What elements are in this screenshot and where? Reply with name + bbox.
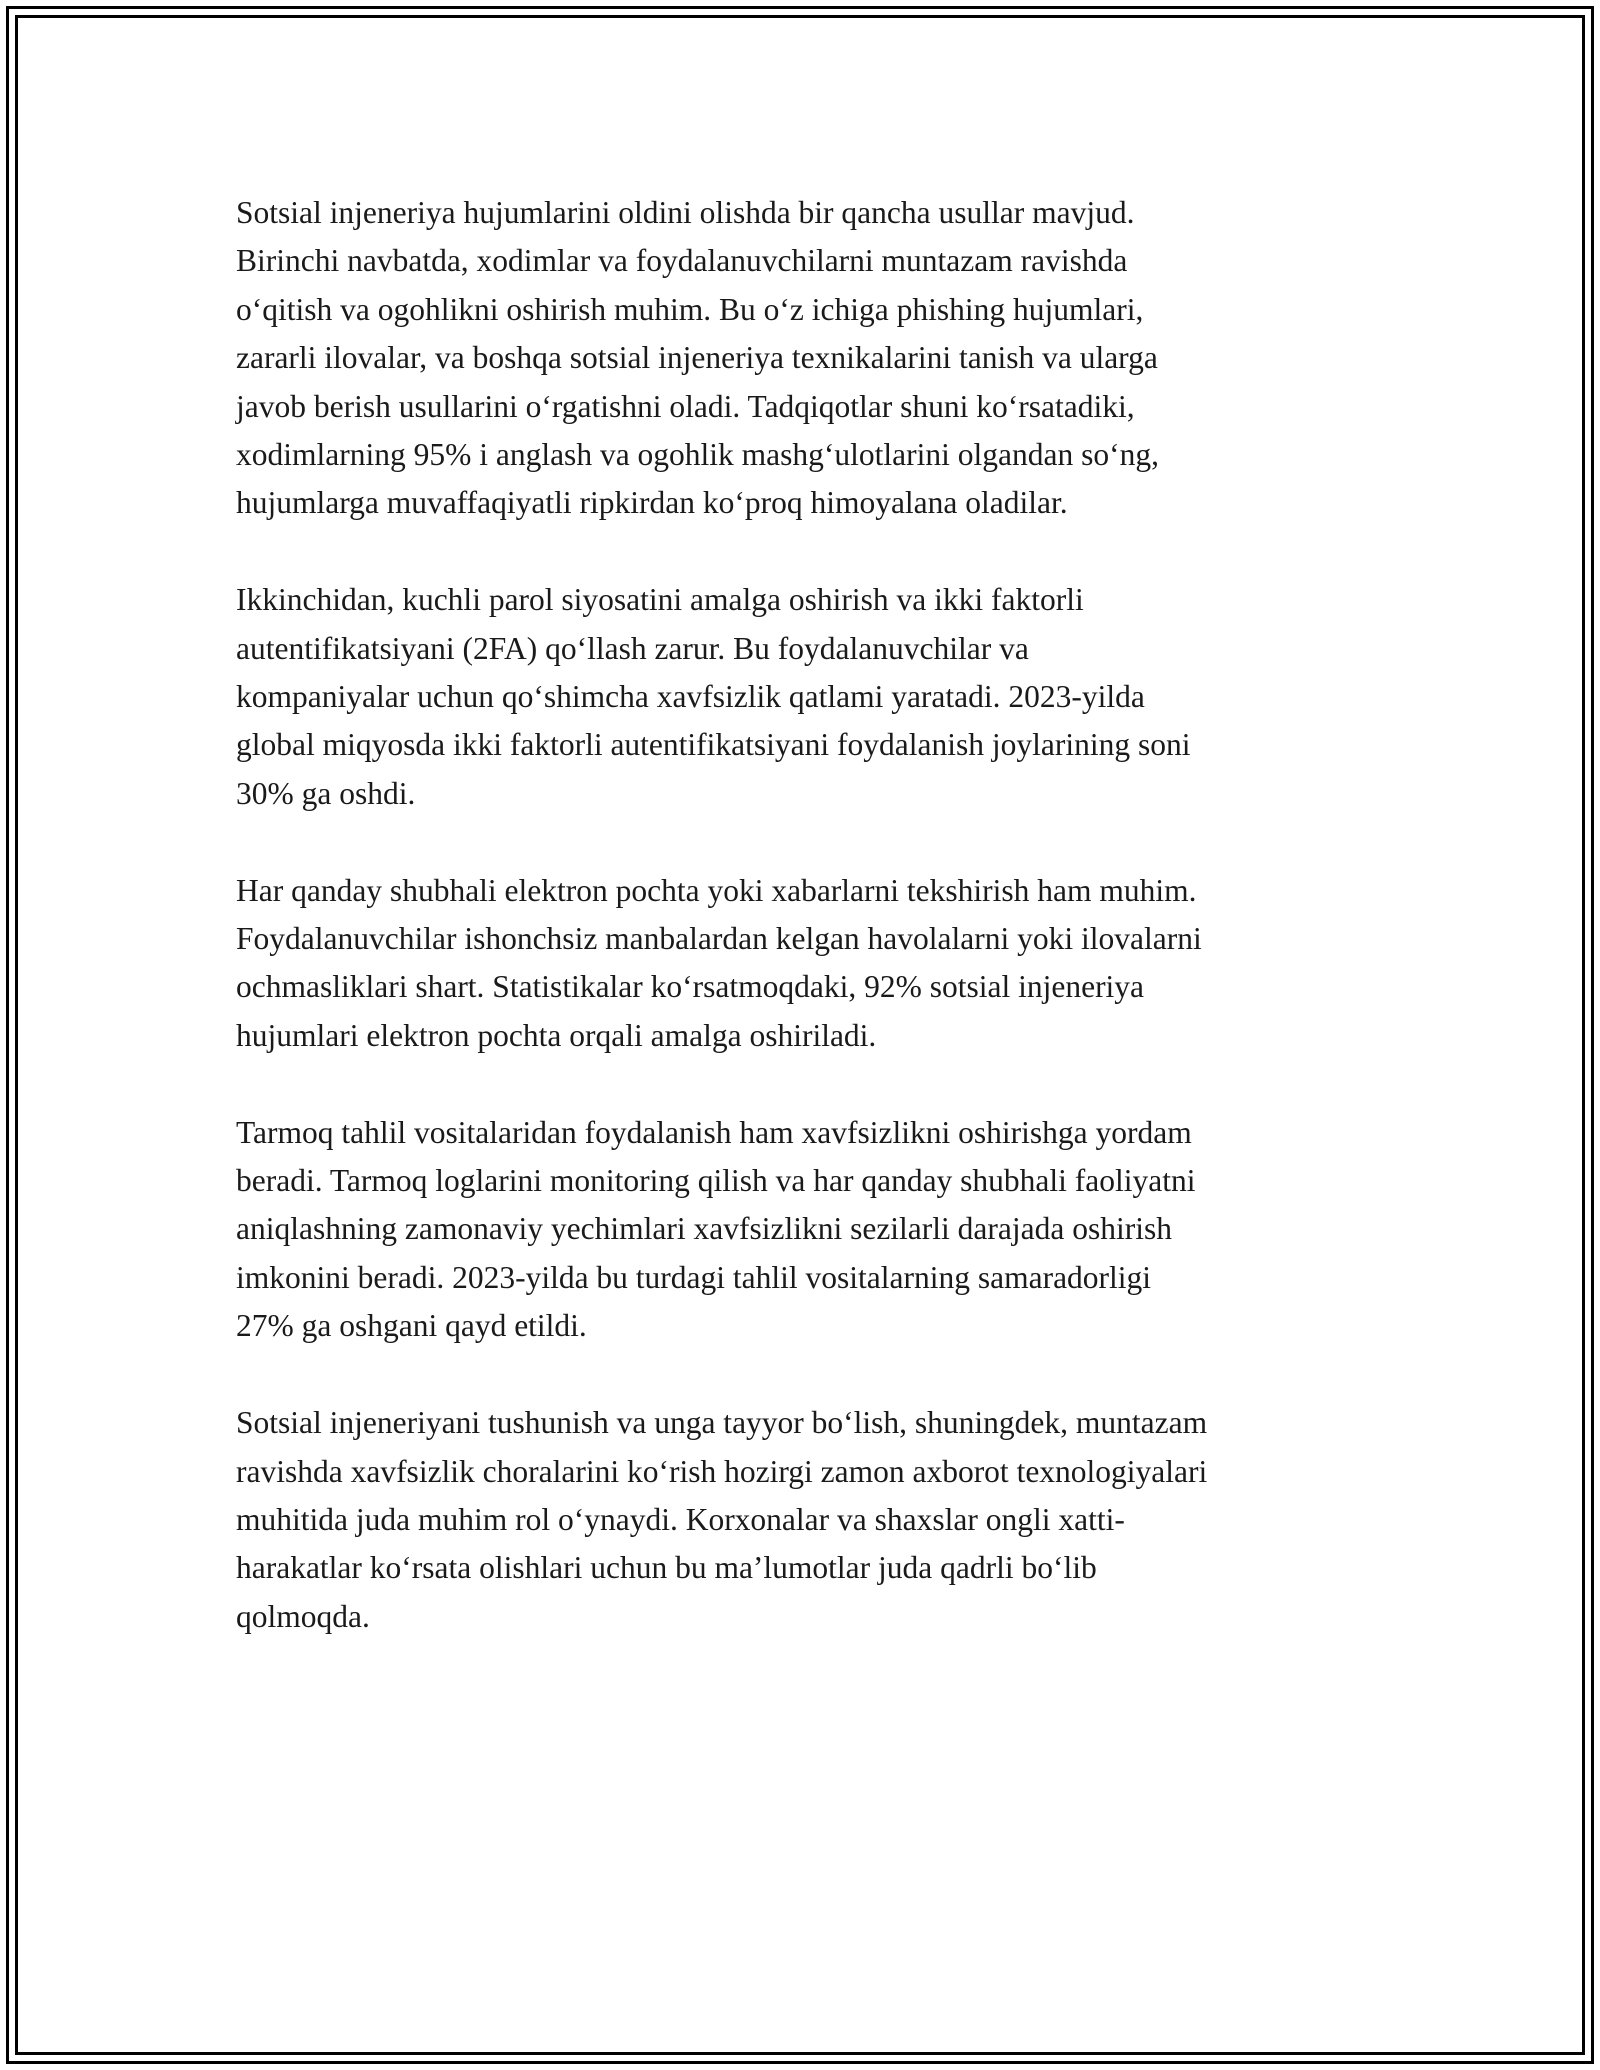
paragraph-5: Sotsial injeneriyani tushunish va unga tayyor bo‘lish, shuningdek, muntazam ravishda xavfsizlik choralarini ko‘rish hozirgi zamon axborot texnologiyalari muhitida juda muhim rol o‘ynaydi. Korxonalar va shaxslar ongli xatti- harakatlar ko‘rsata olishlari uchun bu ma’lumotlar juda qadrli bo‘lib qolmoqda. xyxy=(236,1405,1208,1634)
paragraph-2: Ikkinchidan, kuchli parol siyosatini amalga oshirish va ikki faktorli autentifikatsiyani (2FA) qo‘llash zarur. Bu foydalanuvchilar va kompaniyalar uchun qo‘shimcha xavfsizlik qatlami yaratadi. 2023-yilda global miqyosda ikki faktorli autentifikatsiyani foydalanish joylarining soni 30% ga oshdi. xyxy=(236,582,1191,811)
document-body xyxy=(236,189,1386,1690)
paragraph-4: Tarmoq tahlil vositalaridan foydalanish ham xavfsizlikni oshirishga yordam beradi. Tarmoq loglarini monitoring qilish va har qanday shubhali faoliyatni aniqlashning zamonaviy yechimlari xavfsizlikni sezilarli darajada oshirish imkonini beradi. 2023-yilda bu turdagi tahlil vositalarning samaradorligi 27% ga oshgani qayd etildi. xyxy=(236,1114,1196,1344)
paragraph-3: Har qanday shubhali elektron pochta yoki xabarlarni tekshirish ham muhim. Foydalanuvchilar ishonchsiz manbalardan kelgan havolalarni yoki ilovalarni ochmasliklari shart. Statistikalar ko‘rsatmoqdaki, 92% sotsial injeneriya hujumlari elektron pochta orqali amalga oshiriladi. xyxy=(236,872,1202,1053)
paragraph-1: Sotsial injeneriya hujumlarini oldini olishda bir qancha usullar mavjud. Birinchi navbatda, xodimlar va foydalanuvchilarni muntazam ravishda o‘qitish va ogohlikni oshirish muhim. Bu o‘z ichiga phishing hujumlari, zararli ilovalar, va boshqa sotsial injeneriya texnikalarini tanish va ularga javob berish usullarini o‘rgatishni oladi. Tadqiqotlar shuni ko‘rsatadiki, xodimlarning 95% i anglash va ogohlik mashg‘ulotlarini olgandan so‘ng, hujumlarga muvaffaqiyatli ripkirdan ko‘proq himoyalana oladilar. xyxy=(236,195,1159,521)
